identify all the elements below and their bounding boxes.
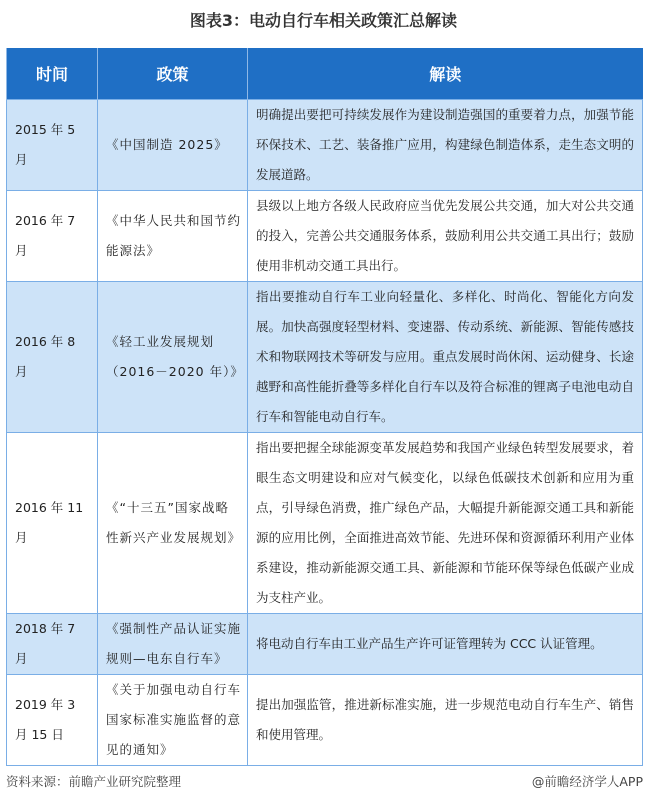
cell-interpretation: 县级以上地方各级人民政府应当优先发展公共交通，加大对公共交通的投入，完善公共交通服务体系，鼓励利用公共交通工具出行；鼓励使用非机动交通工具出行。	[248, 191, 643, 282]
cell-policy: 《中国制造 2025》	[98, 100, 248, 191]
cell-time: 2018 年 7 月	[7, 614, 98, 675]
table-row	[7, 282, 643, 433]
cell-interpretation: 提出加强监管，推进新标准实施，进一步规范电动自行车生产、销售和使用管理。	[248, 675, 643, 766]
figure-title: 图表3：电动自行车相关政策汇总解读	[189, 11, 458, 30]
table-row	[7, 433, 643, 614]
source-note: 资料来源：前瞻产业研究院整理	[6, 774, 182, 789]
credit-note: @前瞻经济学人APP	[531, 774, 643, 789]
header-interpretation: 解读	[248, 48, 643, 100]
cell-time: 2016 年 11 月	[7, 433, 98, 614]
cell-time: 2016 年 7 月	[7, 191, 98, 282]
header-policy: 政策	[98, 48, 248, 100]
cell-policy: 《关于加强电动自行车国家标准实施监督的意见的通知》	[98, 675, 248, 766]
policy-table	[6, 48, 643, 766]
cell-interpretation: 指出要推动自行车工业向轻量化、多样化、时尚化、智能化方向发展。加快高强度轻型材料、变速器、传动系统、新能源、智能传感技术和物联网技术等研发与应用。重点发展时尚休闲、运动健身、长途越野和高性能折叠等多样化自行车以及符合标准的锂离子电池电动自行车和智能电动自行车。	[248, 282, 643, 433]
table-row	[7, 675, 643, 766]
table-row	[7, 100, 643, 191]
cell-policy: 《中华人民共和国节约能源法》	[98, 191, 248, 282]
cell-interpretation: 将电动自行车由工业产品生产许可证管理转为 CCC 认证管理。	[248, 614, 643, 675]
cell-interpretation: 指出要把握全球能源变革发展趋势和我国产业绿色转型发展要求，着眼生态文明建设和应对气候变化，以绿色低碳技术创新和应用为重点，引导绿色消费，推广绿色产品，大幅提升新能源交通工具和新能源的应用比例，全面推进高效节能、先进环保和资源循环利用产业体系建设，推动新能源交通工具、新能源和节能环保等绿色低碳产业成为支柱产业。	[248, 433, 643, 614]
cell-interpretation: 明确提出要把可持续发展作为建设制造强国的重要着力点，加强节能环保技术、工艺、装备推广应用，构建绿色制造体系，走生态文明的发展道路。	[248, 100, 643, 191]
cell-time: 2016 年 8 月	[7, 282, 98, 433]
table-row	[7, 191, 643, 282]
table-header-row	[7, 48, 643, 100]
cell-policy: 《强制性产品认证实施规则—电东自行车》	[98, 614, 248, 675]
header-time: 时间	[7, 48, 98, 100]
cell-time: 2015 年 5 月	[7, 100, 98, 191]
cell-time: 2019 年 3 月 15 日	[7, 675, 98, 766]
cell-policy: 《轻工业发展规划（2016－2020 年）》	[98, 282, 248, 433]
table-row	[7, 614, 643, 675]
cell-policy: 《“十三五”国家战略性新兴产业发展规划》	[98, 433, 248, 614]
